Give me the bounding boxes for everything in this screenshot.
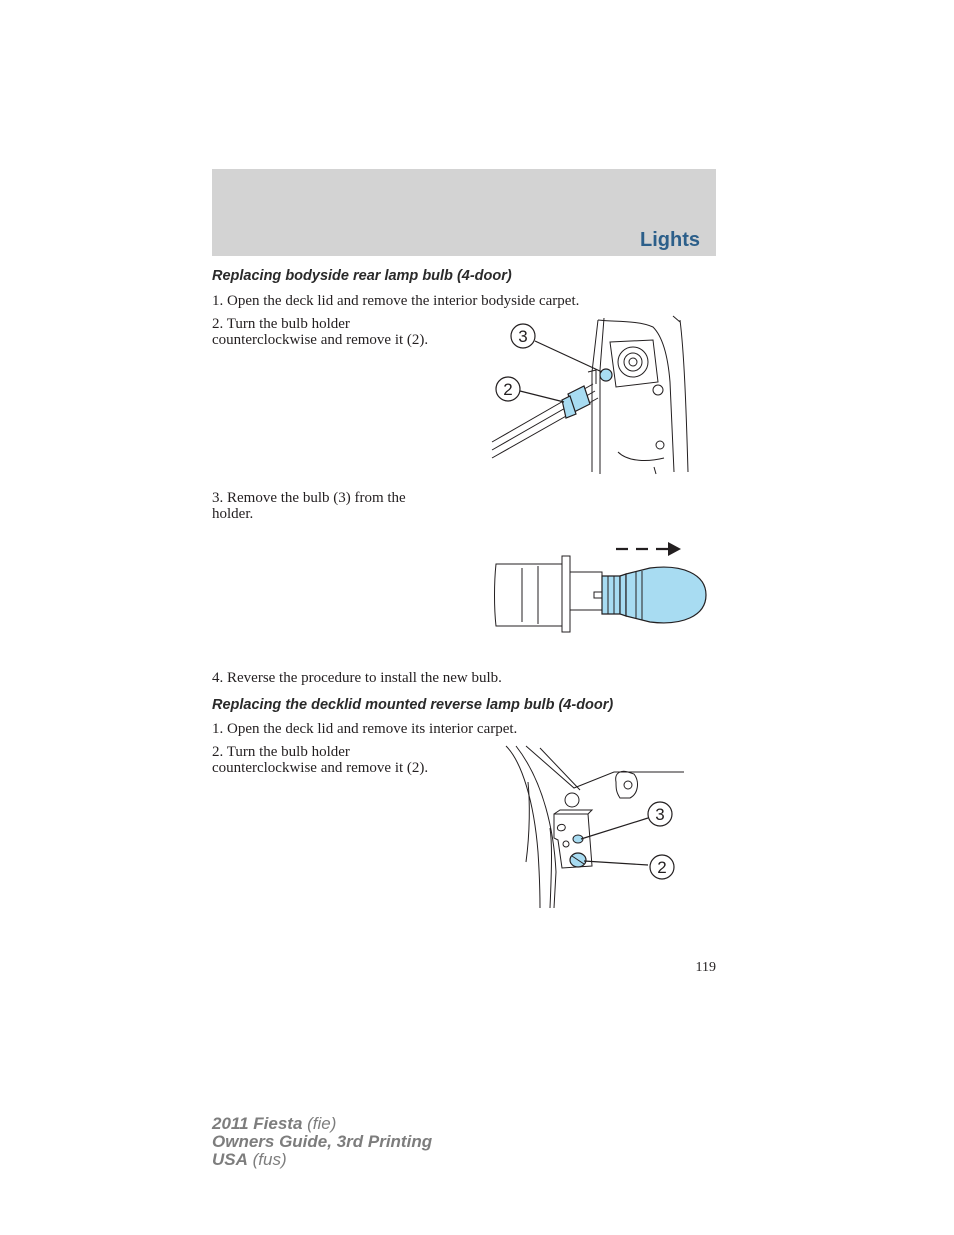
callout-3-decklid-label: 3: [655, 805, 665, 824]
section2-step2-line1: 2. Turn the bulb holder: [212, 744, 350, 760]
footer: [212, 1115, 432, 1169]
bulb-removal-figure: [492, 538, 712, 638]
section2-step2-line2: counterclockwise and remove it (2).: [212, 760, 429, 776]
section1-step2: [212, 316, 428, 348]
section1-step1: 1. Open the deck lid and remove the interior bodyside carpet.: [212, 293, 580, 309]
footer-line3: [212, 1151, 432, 1169]
bulb-shape-small: [600, 369, 612, 381]
section2-heading: Replacing the decklid mounted reverse lamp bulb (4-door): [212, 697, 614, 713]
footer-model-code: (fie): [302, 1114, 337, 1133]
section-title: Lights: [640, 229, 700, 251]
section1-step2-line2: counterclockwise and remove it (2).: [212, 332, 429, 348]
callout-2: [496, 377, 520, 401]
section1-step2-line1: 2. Turn the bulb holder: [212, 316, 350, 332]
footer-market: USA: [212, 1150, 248, 1169]
callout-3-decklid: [648, 802, 672, 826]
direction-arrow: [616, 542, 681, 556]
bodyside-lamp-figure: [488, 312, 700, 478]
section1-step3: [212, 490, 406, 522]
footer-line1: [212, 1115, 432, 1133]
header-band: [212, 169, 716, 256]
footer-model: 2011 Fiesta: [212, 1114, 303, 1133]
section1-heading: Replacing bodyside rear lamp bulb (4-door): [212, 268, 512, 284]
section1-step4: 4. Reverse the procedure to install the new bulb.: [212, 670, 502, 686]
callout-2-decklid: [650, 855, 674, 879]
callout-2-label: 2: [503, 380, 513, 399]
callout-2-decklid-label: 2: [657, 858, 667, 877]
bulb-holder-shape-decklid: [570, 853, 586, 867]
section2-step1: 1. Open the deck lid and remove its interior carpet.: [212, 721, 518, 737]
section1-step3-line2: holder.: [212, 506, 254, 522]
bulb-holder-shape: [562, 386, 590, 418]
callout-3: [511, 324, 535, 348]
bulb-shape-large: [602, 567, 706, 623]
section2-step2: [212, 744, 428, 776]
decklid-lamp-figure: [504, 742, 688, 910]
callout-3-label: 3: [518, 327, 528, 346]
section1-step3-line1: 3. Remove the bulb (3) from the: [212, 490, 406, 506]
page-number: 119: [695, 960, 716, 975]
footer-line2: Owners Guide, 3rd Printing: [212, 1132, 433, 1151]
footer-market-code: (fus): [247, 1150, 287, 1169]
